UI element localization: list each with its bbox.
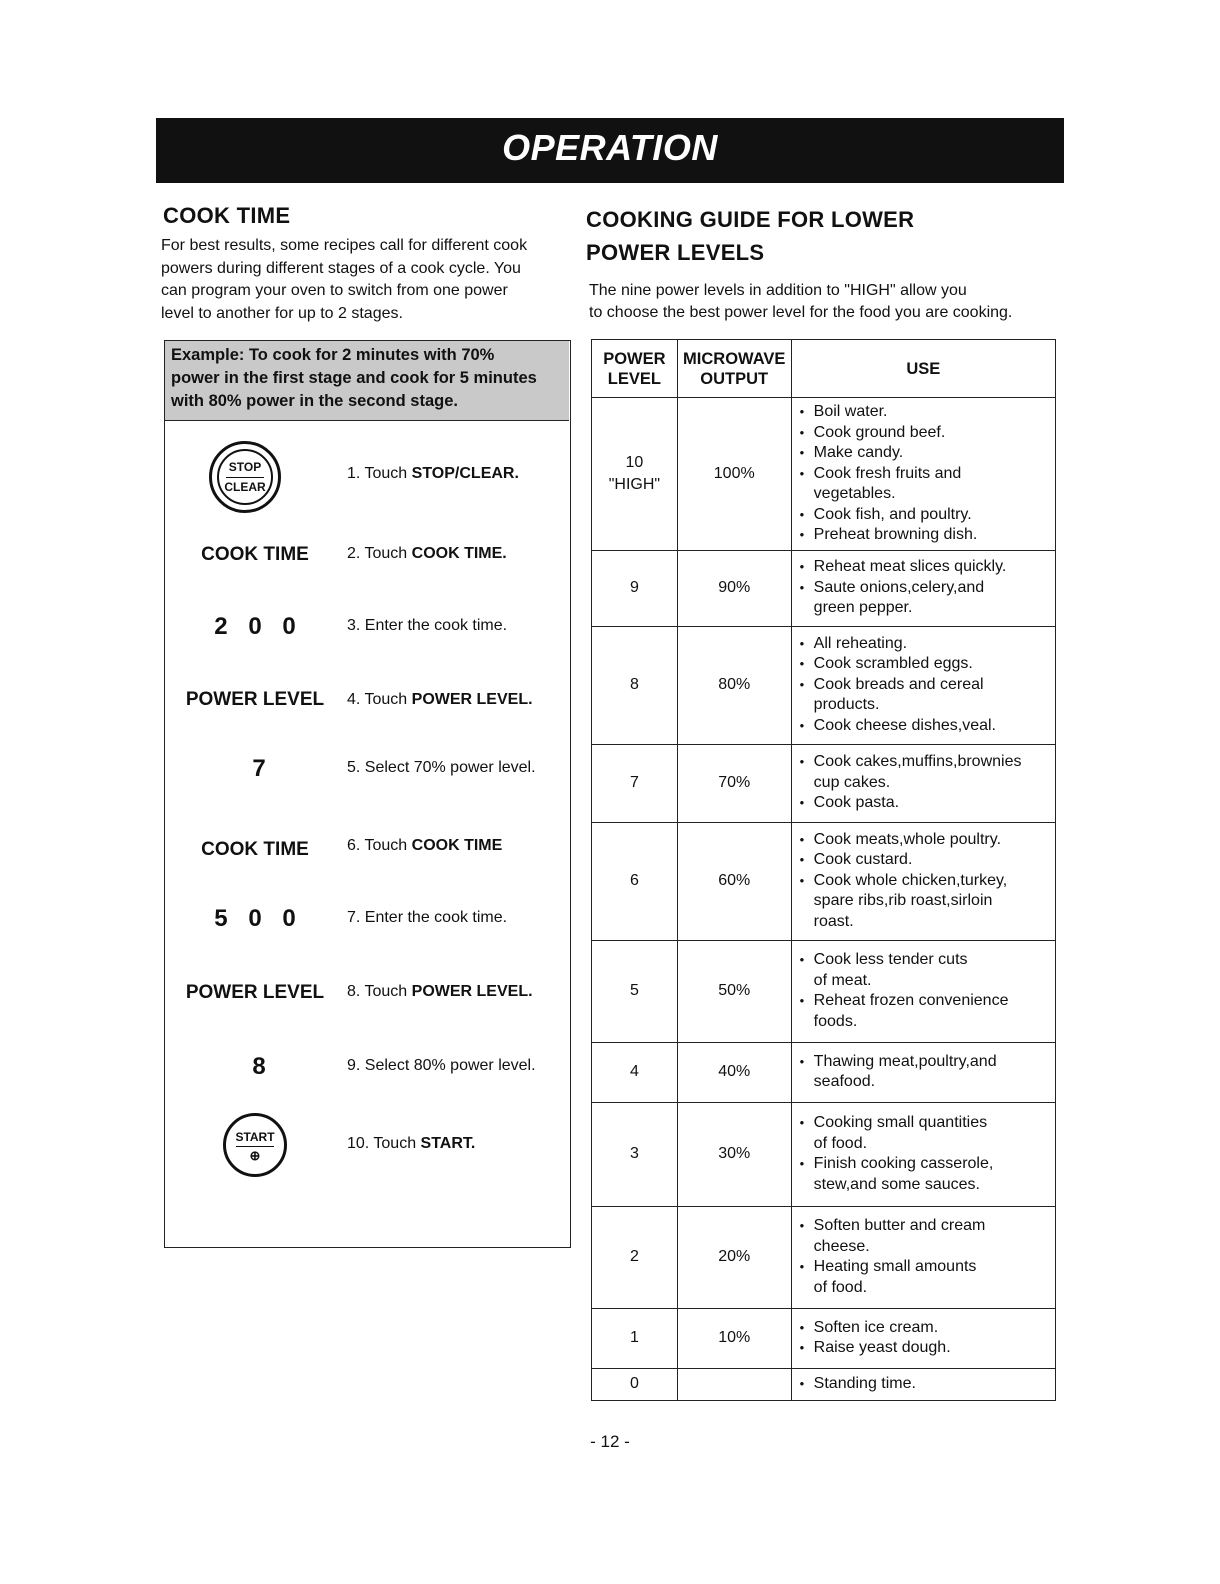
number-keys-200: 2 0 0 — [214, 613, 296, 640]
use-list — [798, 1052, 1051, 1093]
title-line: POWER LEVELS — [586, 240, 765, 265]
cook-time-key: COOK TIME — [201, 544, 309, 565]
number-key-8: 8 — [252, 1053, 266, 1080]
title-line: COOKING GUIDE FOR LOWER — [586, 207, 915, 232]
intro-line: can program your oven to switch from one power — [161, 282, 508, 299]
use-cell — [791, 626, 1055, 744]
use-cell — [791, 398, 1055, 551]
use-cell — [791, 550, 1055, 626]
table-row — [592, 1308, 1056, 1368]
use-list — [798, 950, 1051, 1032]
use-item: • Cook fresh fruits and vegetables. — [798, 464, 1051, 505]
table-row — [592, 1102, 1056, 1206]
microwave-output-cell: 90% — [677, 550, 791, 626]
use-cell — [791, 1042, 1055, 1102]
stop-label: STOP — [228, 460, 262, 474]
power-level-cell: 7 — [592, 744, 678, 822]
power-level-cell: 10 "HIGH" — [592, 398, 678, 551]
intro-line: For best results, some recipes call for different cook — [161, 237, 528, 254]
power-level-cell: 2 — [592, 1206, 678, 1308]
power-level-key: POWER LEVEL — [185, 982, 325, 1003]
cooking-guide-intro — [589, 280, 1012, 324]
microwave-output-cell: 40% — [677, 1042, 791, 1102]
power-level-cell: 9 — [592, 550, 678, 626]
use-cell — [791, 1308, 1055, 1368]
microwave-output-cell: 70% — [677, 744, 791, 822]
use-item: • Make candy. — [798, 443, 1051, 464]
use-item: • Cook custard. — [798, 850, 1051, 871]
use-list — [798, 1374, 1051, 1395]
stop-clear-button-icon — [209, 441, 281, 513]
use-item: • Saute onions,celery,and green pepper. — [798, 578, 1051, 619]
step-3: 3. Enter the cook time. — [347, 617, 508, 634]
cooking-guide-title — [586, 203, 914, 269]
step-10: 10. Touch START. — [347, 1135, 476, 1152]
use-item: • Finish cooking casserole, stew,and some sauces. — [798, 1154, 1051, 1195]
use-item: • Cook less tender cuts of meat. — [798, 950, 1051, 991]
power-level-cell: 5 — [592, 940, 678, 1042]
use-list — [798, 1318, 1051, 1359]
use-list — [798, 1216, 1051, 1298]
use-item: • Heating small amounts of food. — [798, 1257, 1051, 1298]
use-list — [798, 557, 1051, 619]
number-key-7: 7 — [252, 755, 266, 782]
use-cell — [791, 1368, 1055, 1400]
microwave-output-cell: 80% — [677, 626, 791, 744]
header-power-level: POWER LEVEL — [592, 340, 678, 398]
use-item: • Cook cheese dishes,veal. — [798, 716, 1051, 737]
cook-time-key: COOK TIME — [201, 839, 309, 860]
header-microwave-output: MICROWAVE OUTPUT — [677, 340, 791, 398]
power-level-cell: 3 — [592, 1102, 678, 1206]
step-4: 4. Touch POWER LEVEL. — [347, 691, 533, 708]
use-item: • Cook pasta. — [798, 793, 1051, 814]
step-6: 6. Touch COOK TIME — [347, 837, 503, 854]
use-list — [798, 830, 1051, 933]
use-item: • Reheat meat slices quickly. — [798, 557, 1051, 578]
table-row — [592, 1206, 1056, 1308]
start-button-icon — [223, 1113, 287, 1177]
header-use: USE — [791, 340, 1055, 398]
use-item: • Cook scrambled eggs. — [798, 654, 1051, 675]
step-5: 5. Select 70% power level. — [347, 759, 536, 776]
use-item: • Raise yeast dough. — [798, 1338, 1051, 1359]
microwave-output-cell: 10% — [677, 1308, 791, 1368]
power-level-cell: 4 — [592, 1042, 678, 1102]
intro-line: powers during different stages of a cook cycle. You — [161, 259, 521, 277]
page-number: - 12 - — [590, 1432, 630, 1451]
example-line: Example: To cook for 2 minutes with 70% — [171, 346, 495, 364]
clear-label: CLEAR — [224, 480, 266, 494]
microwave-output-cell: 20% — [677, 1206, 791, 1308]
number-keys-500: 5 0 0 — [214, 905, 296, 932]
table-row — [592, 626, 1056, 744]
lock-symbol-icon: ⊕ — [249, 1148, 261, 1163]
example-box — [164, 340, 571, 1248]
table-header-row — [592, 340, 1056, 398]
use-item: • Cook cakes,muffins,brownies cup cakes. — [798, 752, 1051, 793]
use-list — [798, 634, 1051, 737]
use-item: • Boil water. — [798, 402, 1051, 423]
power-level-table — [591, 339, 1056, 1401]
power-level-cell: 8 — [592, 626, 678, 744]
use-item: • Soften ice cream. — [798, 1318, 1051, 1339]
section-banner: OPERATION — [156, 118, 1064, 183]
intro-line: level to another for up to 2 stages. — [161, 304, 403, 322]
use-item: • Cook whole chicken,turkey, spare ribs,rib roast,sirloin roast. — [798, 871, 1051, 933]
use-item: • Cook breads and cereal products. — [798, 675, 1051, 716]
table-row — [592, 822, 1056, 940]
table-row — [592, 940, 1056, 1042]
use-item: • Cooking small quantities of food. — [798, 1113, 1051, 1154]
use-cell — [791, 1102, 1055, 1206]
table-row — [592, 744, 1056, 822]
microwave-output-cell: 50% — [677, 940, 791, 1042]
table-row — [592, 398, 1056, 551]
use-cell — [791, 940, 1055, 1042]
microwave-output-cell: 100% — [677, 398, 791, 551]
power-level-key: POWER LEVEL — [185, 689, 325, 710]
use-item: • Thawing meat,poultry,and seafood. — [798, 1052, 1051, 1093]
step-2: 2. Touch COOK TIME. — [347, 545, 507, 562]
table-row — [592, 1368, 1056, 1400]
step-1: 1. Touch STOP/CLEAR. — [347, 465, 519, 482]
power-level-cell: 6 — [592, 822, 678, 940]
use-cell — [791, 822, 1055, 940]
example-line: with 80% power in the second stage. — [171, 392, 458, 410]
use-item: • Preheat browning dish. — [798, 525, 1051, 546]
use-item: • Cook fish, and poultry. — [798, 505, 1051, 526]
use-item: • Soften butter and cream cheese. — [798, 1216, 1051, 1257]
step-7: 7. Enter the cook time. — [347, 909, 508, 926]
start-label: START — [235, 1130, 275, 1144]
intro-line: The nine power levels in addition to "HIGH" allow you — [589, 282, 967, 299]
use-list — [798, 402, 1051, 546]
step-8: 8. Touch POWER LEVEL. — [347, 983, 533, 1000]
use-cell — [791, 744, 1055, 822]
microwave-output-cell — [677, 1368, 791, 1400]
use-cell — [791, 1206, 1055, 1308]
step-9: 9. Select 80% power level. — [347, 1057, 536, 1074]
use-list — [798, 752, 1051, 814]
power-level-cell: 1 — [592, 1308, 678, 1368]
cook-time-title: COOK TIME — [163, 203, 291, 228]
table-row — [592, 550, 1056, 626]
intro-line: to choose the best power level for the food you are cooking. — [589, 304, 1013, 321]
use-item: • Cook meats,whole poultry. — [798, 830, 1051, 851]
microwave-output-cell: 30% — [677, 1102, 791, 1206]
cook-time-intro — [161, 235, 581, 325]
microwave-output-cell: 60% — [677, 822, 791, 940]
power-level-cell: 0 — [592, 1368, 678, 1400]
example-line: power in the first stage and cook for 5 minutes — [171, 369, 537, 387]
use-item: • Standing time. — [798, 1374, 1051, 1395]
use-item: • Reheat frozen convenience foods. — [798, 991, 1051, 1032]
use-item: • All reheating. — [798, 634, 1051, 655]
table-row — [592, 1042, 1056, 1102]
example-heading — [165, 341, 569, 421]
use-item: • Cook ground beef. — [798, 423, 1051, 444]
use-list — [798, 1113, 1051, 1195]
